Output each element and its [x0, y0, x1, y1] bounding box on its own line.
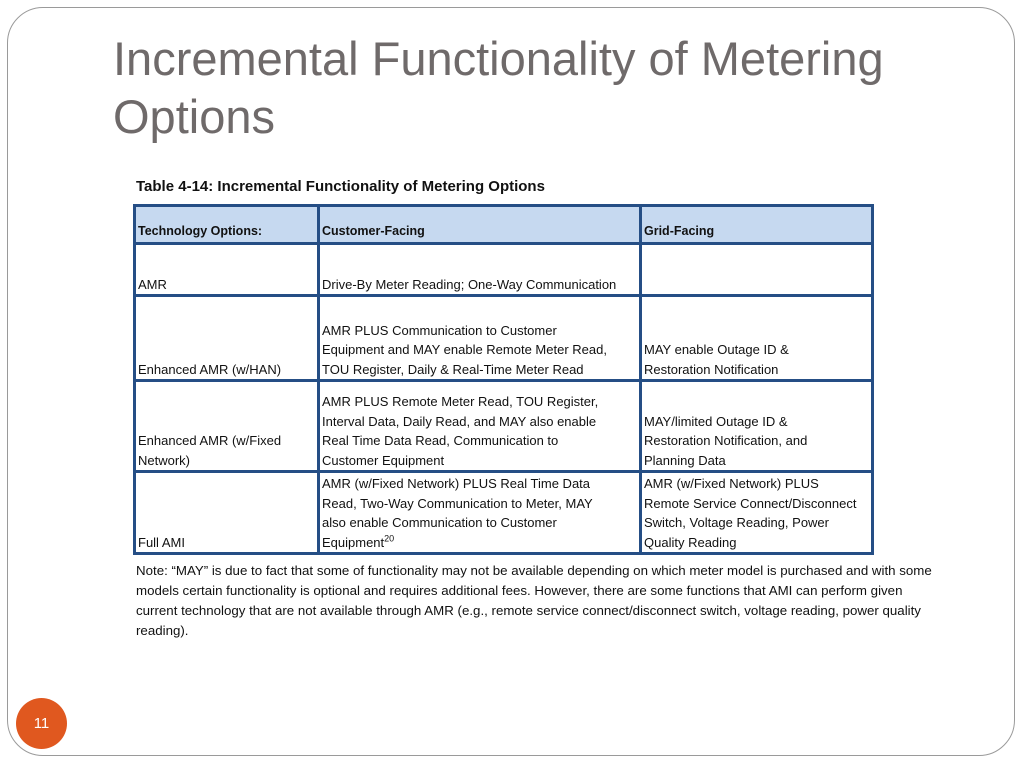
cell-grid-facing	[641, 381, 873, 472]
cell-line: MAY/limited Outage ID &	[644, 413, 788, 429]
cell-line: Network)	[138, 452, 191, 468]
cell-line: Real Time Data Read, Communication to	[322, 433, 559, 448]
cell-grid-facing	[641, 296, 873, 381]
cell-line: MAY enable Outage ID &	[644, 342, 789, 357]
cell-line: AMR (w/Fixed Network) PLUS Real Time Data	[322, 476, 591, 491]
table-header-row	[135, 206, 873, 244]
cell-line: Customer Equipment	[322, 452, 445, 468]
cell-line: Planning Data	[644, 452, 726, 468]
slide-title: Incremental Functionality of Metering Options	[113, 32, 884, 143]
page-number-badge	[16, 698, 67, 749]
cell-customer-facing	[319, 244, 641, 296]
table-caption: Table 4-14: Incremental Functionality of Metering Options	[136, 178, 545, 195]
cell-line: Switch, Voltage Reading, Power	[644, 515, 829, 530]
cell-line-text: Equipment	[322, 534, 385, 550]
cell-line: Enhanced AMR (w/HAN)	[138, 361, 282, 377]
cell-line: Quality Reading	[644, 534, 737, 550]
cell-line: Interval Data, Daily Read, and MAY also enable	[322, 413, 597, 429]
cell-line: AMR	[138, 276, 167, 292]
header-technology-options: Technology Options:	[135, 206, 319, 244]
cell-line: Drive-By Meter Reading; One-Way Communication	[322, 276, 617, 292]
cell-customer-facing	[319, 381, 641, 472]
cell-line: Read, Two-Way Communication to Meter, MAY	[322, 495, 593, 511]
cell-technology	[135, 381, 319, 472]
cell-line: Restoration Notification, and	[644, 433, 808, 448]
table-row	[135, 296, 873, 381]
cell-line: Enhanced AMR (w/Fixed	[138, 433, 282, 448]
metering-options-table	[133, 204, 874, 555]
cell-line: TOU Register, Daily & Real-Time Meter Read	[322, 361, 584, 377]
cell-grid-facing	[641, 244, 873, 296]
cell-technology	[135, 296, 319, 381]
cell-line: Remote Service Connect/Disconnect	[644, 495, 857, 511]
cell-line	[322, 533, 637, 553]
cell-line: AMR PLUS Remote Meter Read, TOU Register,	[322, 394, 599, 409]
cell-line: also enable Communication to Customer	[322, 515, 557, 530]
cell-technology	[135, 472, 319, 554]
footnote-marker: 20	[384, 533, 395, 544]
cell-line: AMR (w/Fixed Network) PLUS	[644, 476, 819, 491]
table-row	[135, 244, 873, 296]
header-customer-facing: Customer-Facing	[319, 206, 641, 244]
table-row	[135, 381, 873, 472]
cell-technology	[135, 244, 319, 296]
table-row	[135, 472, 873, 554]
cell-line: Full AMI	[138, 534, 185, 550]
page-number: 11	[33, 715, 50, 732]
cell-line: AMR PLUS Communication to Customer	[322, 322, 557, 338]
cell-customer-facing	[319, 296, 641, 381]
cell-line: Restoration Notification	[644, 361, 779, 377]
cell-line: Equipment and MAY enable Remote Meter Read,	[322, 342, 607, 357]
header-grid-facing: Grid-Facing	[641, 206, 873, 244]
cell-grid-facing	[641, 472, 873, 554]
cell-customer-facing	[319, 472, 641, 554]
table-note: Note: “MAY” is due to fact that some of functionality may not be available depending on which meter model is purchased and with some models certain functionality is optional and requires additional fees. However, there are some functions that AMI can perform given current technology that are not available through AMR (e.g., remote service connect/disconnect switch, voltage reading, power quality reading).	[136, 563, 932, 638]
